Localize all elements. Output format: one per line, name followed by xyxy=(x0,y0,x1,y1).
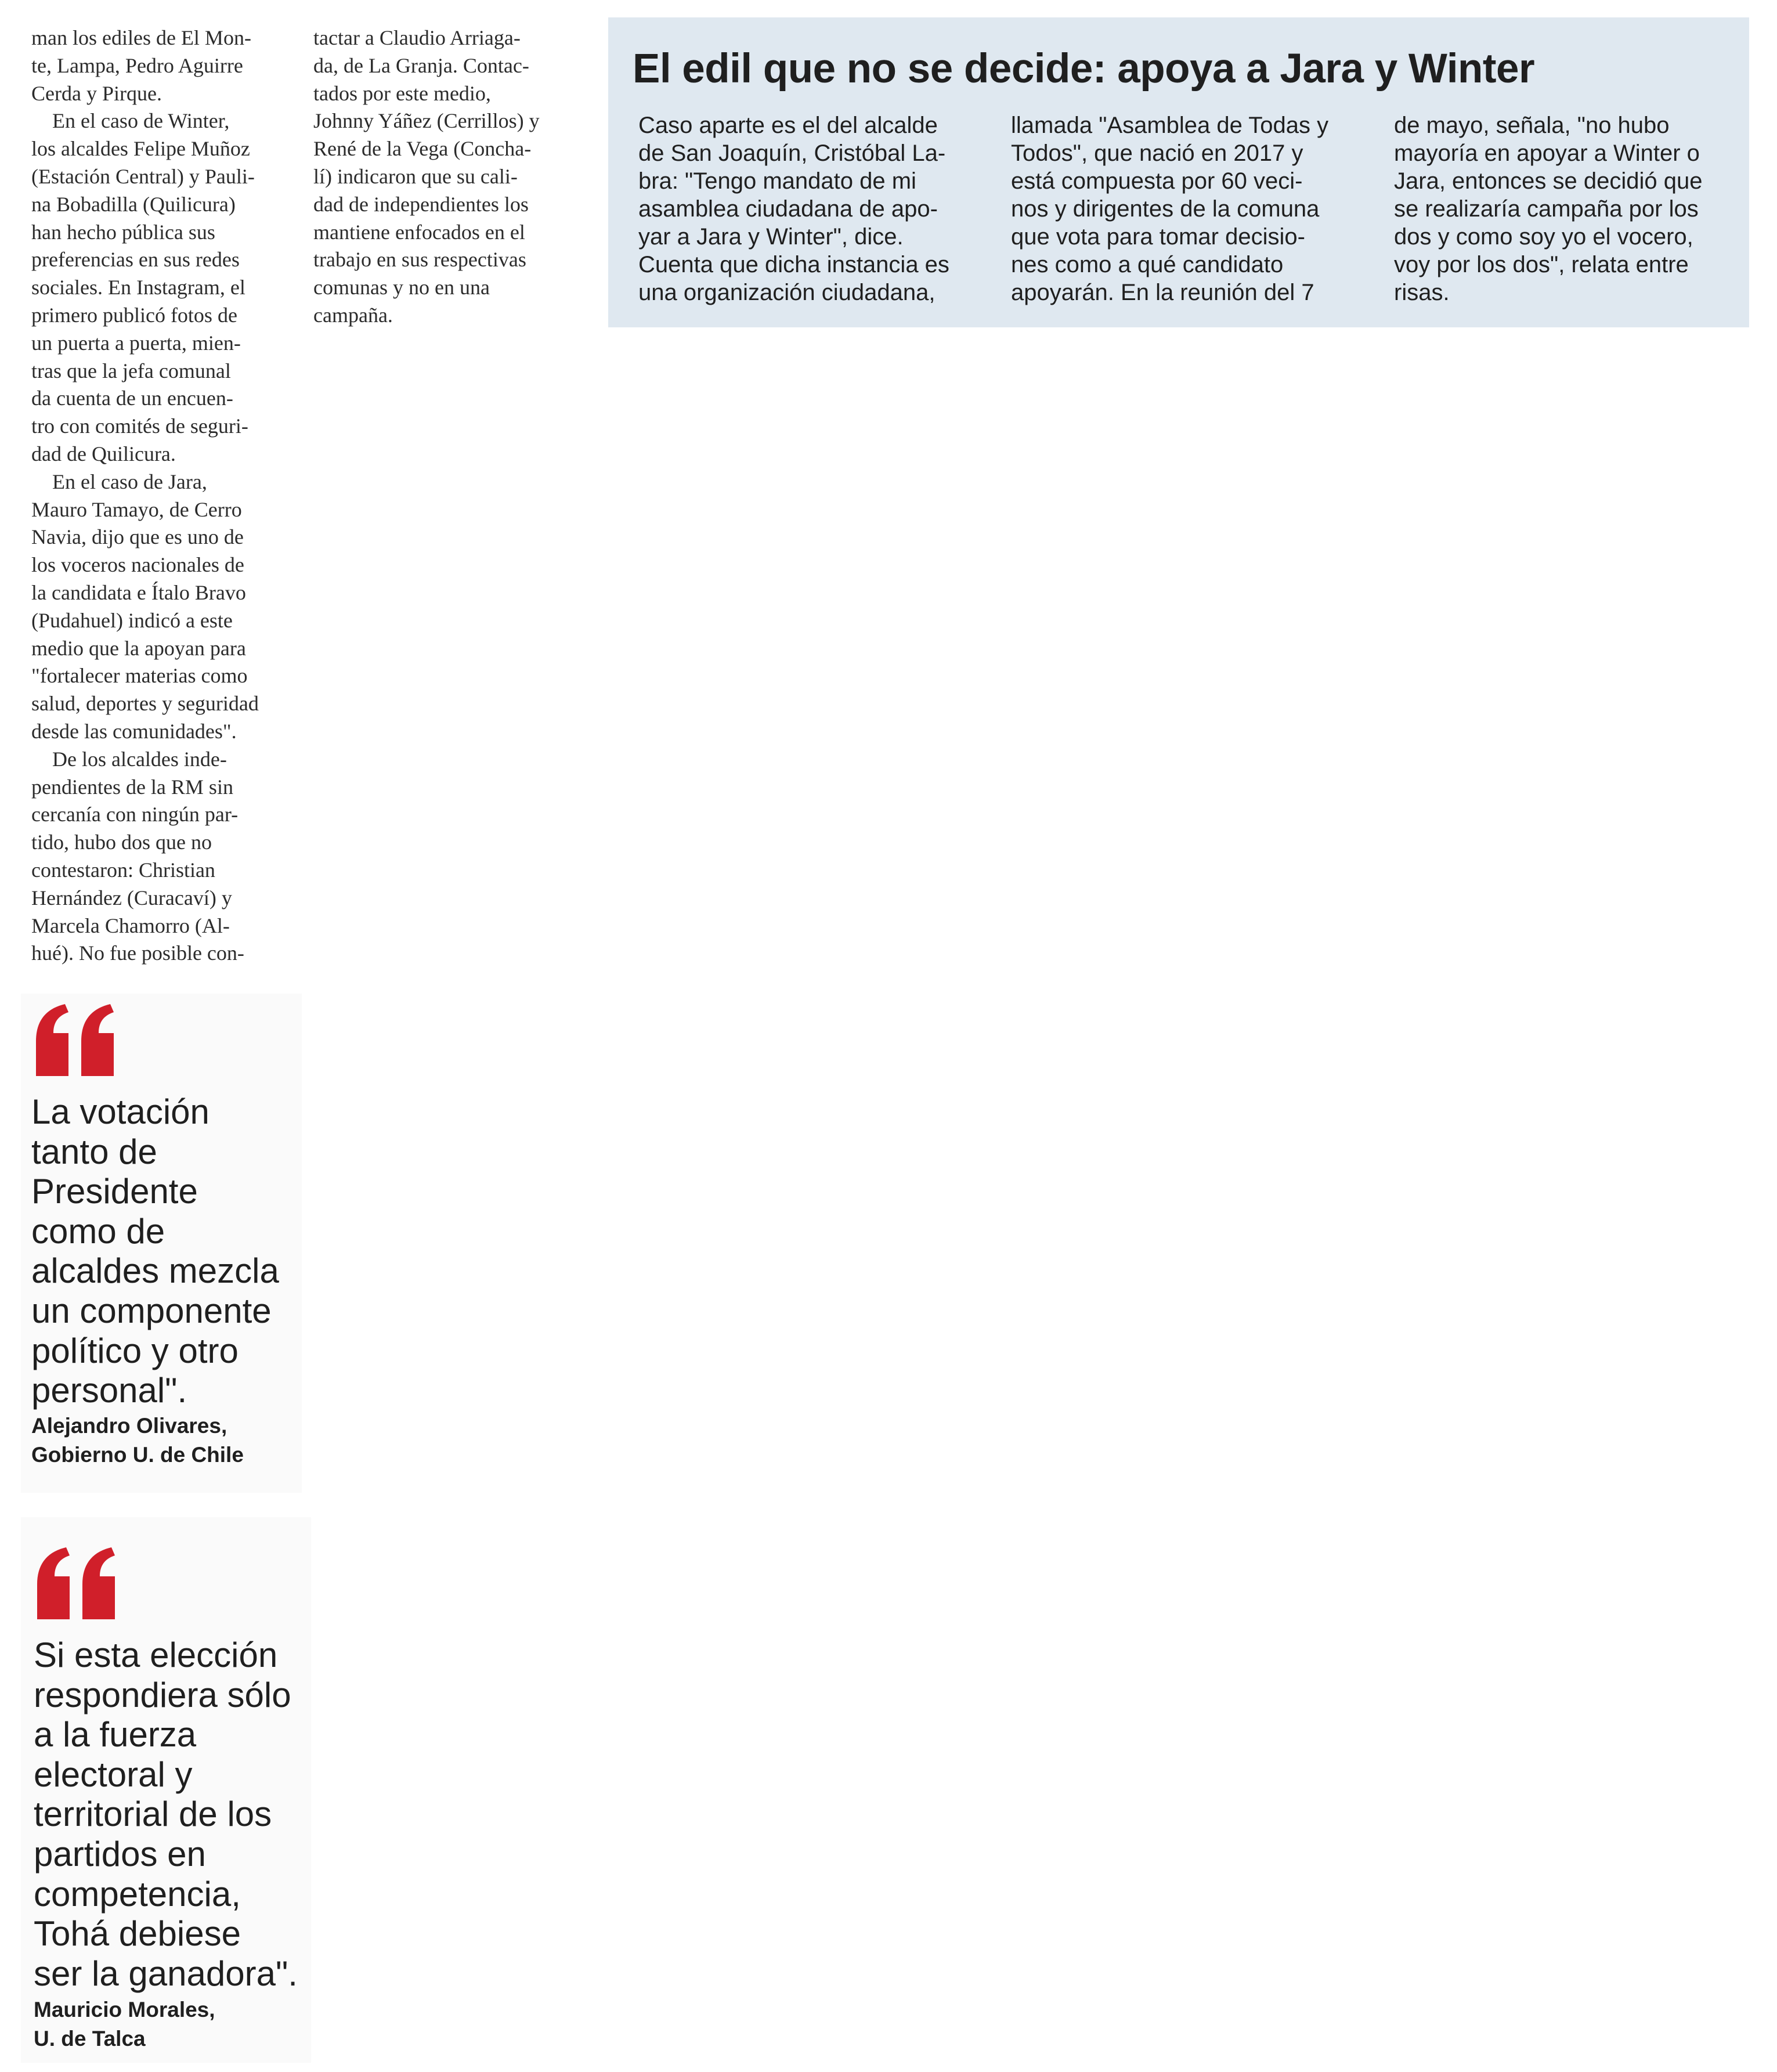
sidebar-text-line: mayoría en apoyar a Winter o xyxy=(1394,140,1700,166)
article-text-line: tido, hubo dos que no xyxy=(31,831,212,854)
quote-author-line: Gobierno U. de Chile xyxy=(31,1443,244,1467)
article-text-line: (Estación Central) y Pauli- xyxy=(31,164,255,188)
article-text-line: te, Lampa, Pedro Aguirre xyxy=(31,53,243,77)
pull-quote-1 xyxy=(21,994,302,1493)
sidebar-text-line: Jara, entonces se decidió que xyxy=(1394,168,1703,194)
article-text-line: un puerta a puerta, mien- xyxy=(31,331,241,355)
quote-text-line: ser la ganadora". xyxy=(34,1954,298,1993)
sidebar-column-2 xyxy=(1011,111,1328,306)
quote-text-line: respondiera sólo xyxy=(34,1675,291,1714)
article-column-1 xyxy=(31,24,286,968)
sidebar-text-line: yar a Jara y Winter", dice. xyxy=(638,224,904,250)
article-text-line: da cuenta de un encuen- xyxy=(31,387,233,410)
pull-quote-1-author xyxy=(31,1412,244,1470)
article-text-line: Hernández (Curacaví) y xyxy=(31,886,232,909)
quote-text-line: como de xyxy=(31,1211,165,1251)
quote-text-line: a la fuerza xyxy=(34,1715,197,1755)
sidebar-text-line: bra: "Tengo mandato de mi xyxy=(638,168,916,194)
sidebar-text-line: voy por los dos", relata entre xyxy=(1394,252,1689,277)
article-text-line: man los ediles de El Mon- xyxy=(31,26,251,49)
pull-quote-2 xyxy=(21,1517,311,2063)
article-text-line: tro con comités de seguri- xyxy=(31,414,248,438)
article-text-line: dad de Quilicura. xyxy=(31,442,176,465)
quote-text-line: competencia, xyxy=(34,1874,241,1914)
quote-text-line: La votación xyxy=(31,1092,210,1131)
article-text-line: campaña. xyxy=(313,303,393,327)
article-text-line: comunas y no en una xyxy=(313,276,490,299)
sidebar-text-line: Todos", que nació en 2017 y xyxy=(1011,140,1303,166)
article-text-line: hué). No fue posible con- xyxy=(31,941,244,965)
quote-author-line: Mauricio Morales, xyxy=(34,1998,215,2022)
article-text-line: los voceros nacionales de xyxy=(31,553,244,577)
article-text-line: tados por este medio, xyxy=(313,81,491,105)
article-text-line: sociales. En Instagram, el xyxy=(31,276,245,299)
article-text-line: na Bobadilla (Quilicura) xyxy=(31,192,236,216)
sidebar-text-line: una organización ciudadana, xyxy=(638,280,936,305)
quote-text-line: territorial de los xyxy=(34,1795,272,1834)
article-text-line: dad de independientes los xyxy=(313,192,529,216)
sidebar-text-line: risas. xyxy=(1394,280,1450,305)
article-text-line: mantiene enfocados en el xyxy=(313,220,525,244)
sidebar-text-line: nes como a qué candidato xyxy=(1011,252,1284,277)
sidebar-column-3 xyxy=(1394,111,1702,306)
pull-quote-2-text xyxy=(34,1636,298,1994)
article-text-line: "fortalecer materias como xyxy=(31,664,248,688)
sidebar-text-line: está compuesta por 60 veci- xyxy=(1011,168,1303,194)
quote-text-line: personal". xyxy=(31,1371,187,1410)
sidebar-text-line: dos y como soy yo el vocero, xyxy=(1394,224,1693,250)
quote-text-line: político y otro xyxy=(31,1331,239,1370)
article-text-line: René de la Vega (Concha- xyxy=(313,137,532,161)
article-text-line: Navia, dijo que es uno de xyxy=(31,525,244,549)
article-text-line: primero publicó fotos de xyxy=(31,303,237,327)
article-text-line: trabajo en sus respectivas xyxy=(313,248,526,272)
pull-quote-2-author xyxy=(34,1995,215,2053)
sidebar-text-line: nos y dirigentes de la comuna xyxy=(1011,196,1320,222)
article-text-line: Cerda y Pirque. xyxy=(31,81,162,105)
article-text-line: medio que la apoyan para xyxy=(31,636,246,660)
article-column-2 xyxy=(313,24,569,330)
quote-text-line: alcaldes mezcla xyxy=(31,1251,279,1291)
pull-quote-1-text xyxy=(31,1092,279,1411)
sidebar-title: El edil que no se decide: apoya a Jara y Winter xyxy=(633,46,1535,92)
article-text-line: los alcaldes Felipe Muñoz xyxy=(31,137,250,161)
sidebar-text-line: asamblea ciudadana de apo- xyxy=(638,196,938,222)
quote-text-line: tanto de xyxy=(31,1132,157,1171)
quote-text-line: un componente xyxy=(31,1291,272,1330)
quote-text-line: electoral y xyxy=(34,1755,193,1794)
sidebar-text-line: llamada "Asamblea de Todas y xyxy=(1011,113,1329,138)
article-text-line: Johnny Yáñez (Cerrillos) y xyxy=(313,109,540,133)
quote-text-line: Presidente xyxy=(31,1172,198,1211)
article-text-line: han hecho pública sus xyxy=(31,220,215,244)
quote-mark-icon xyxy=(32,1547,121,1619)
article-text-line: En el caso de Winter, xyxy=(31,109,230,133)
article-text-line: cercanía con ningún par- xyxy=(31,803,239,826)
article-text-line: (Pudahuel) indicó a este xyxy=(31,608,233,632)
sidebar-text-line: Cuenta que dicha instancia es xyxy=(638,252,949,277)
quote-text-line: Si esta elección xyxy=(34,1636,278,1674)
article-text-line: da, de La Granja. Contac- xyxy=(313,53,529,77)
quote-text-line: partidos en xyxy=(34,1834,206,1874)
sidebar-text-line: de mayo, señala, "no hubo xyxy=(1394,113,1670,138)
article-text-line: tras que la jefa comunal xyxy=(31,359,231,382)
article-text-line: pendientes de la RM sin xyxy=(31,775,233,799)
sidebar-text-line: que vota para tomar decisio- xyxy=(1011,224,1305,250)
sidebar-text-line: de San Joaquín, Cristóbal La- xyxy=(638,140,946,166)
article-text-line: salud, deportes y seguridad xyxy=(31,692,259,716)
quote-text-line: Tohá debiese xyxy=(34,1914,241,1954)
article-text-line: preferencias en sus redes xyxy=(31,248,240,272)
article-text-line: contestaron: Christian xyxy=(31,858,215,882)
article-text-line: De los alcaldes inde- xyxy=(31,747,227,771)
article-text-line: lí) indicaron que su cali- xyxy=(313,164,518,188)
article-text-line: desde las comunidades". xyxy=(31,719,237,743)
article-text-line: Marcela Chamorro (Al- xyxy=(31,914,230,937)
quote-author-line: Alejandro Olivares, xyxy=(31,1414,227,1438)
sidebar-text-line: Caso aparte es el del alcalde xyxy=(638,113,938,138)
sidebar-text-line: apoyarán. En la reunión del 7 xyxy=(1011,280,1314,305)
article-text-line: tactar a Claudio Arriaga- xyxy=(313,26,521,49)
article-text-line: Mauro Tamayo, de Cerro xyxy=(31,497,242,521)
sidebar-text-line: se realizaría campaña por los xyxy=(1394,196,1699,222)
sidebar-box xyxy=(608,17,1749,327)
article-text-line: En el caso de Jara, xyxy=(31,470,207,493)
quote-mark-icon xyxy=(31,1004,120,1076)
article-text-line: la candidata e Ítalo Bravo xyxy=(31,580,246,604)
sidebar-column-1 xyxy=(638,111,949,306)
quote-author-line: U. de Talca xyxy=(34,2027,146,2051)
